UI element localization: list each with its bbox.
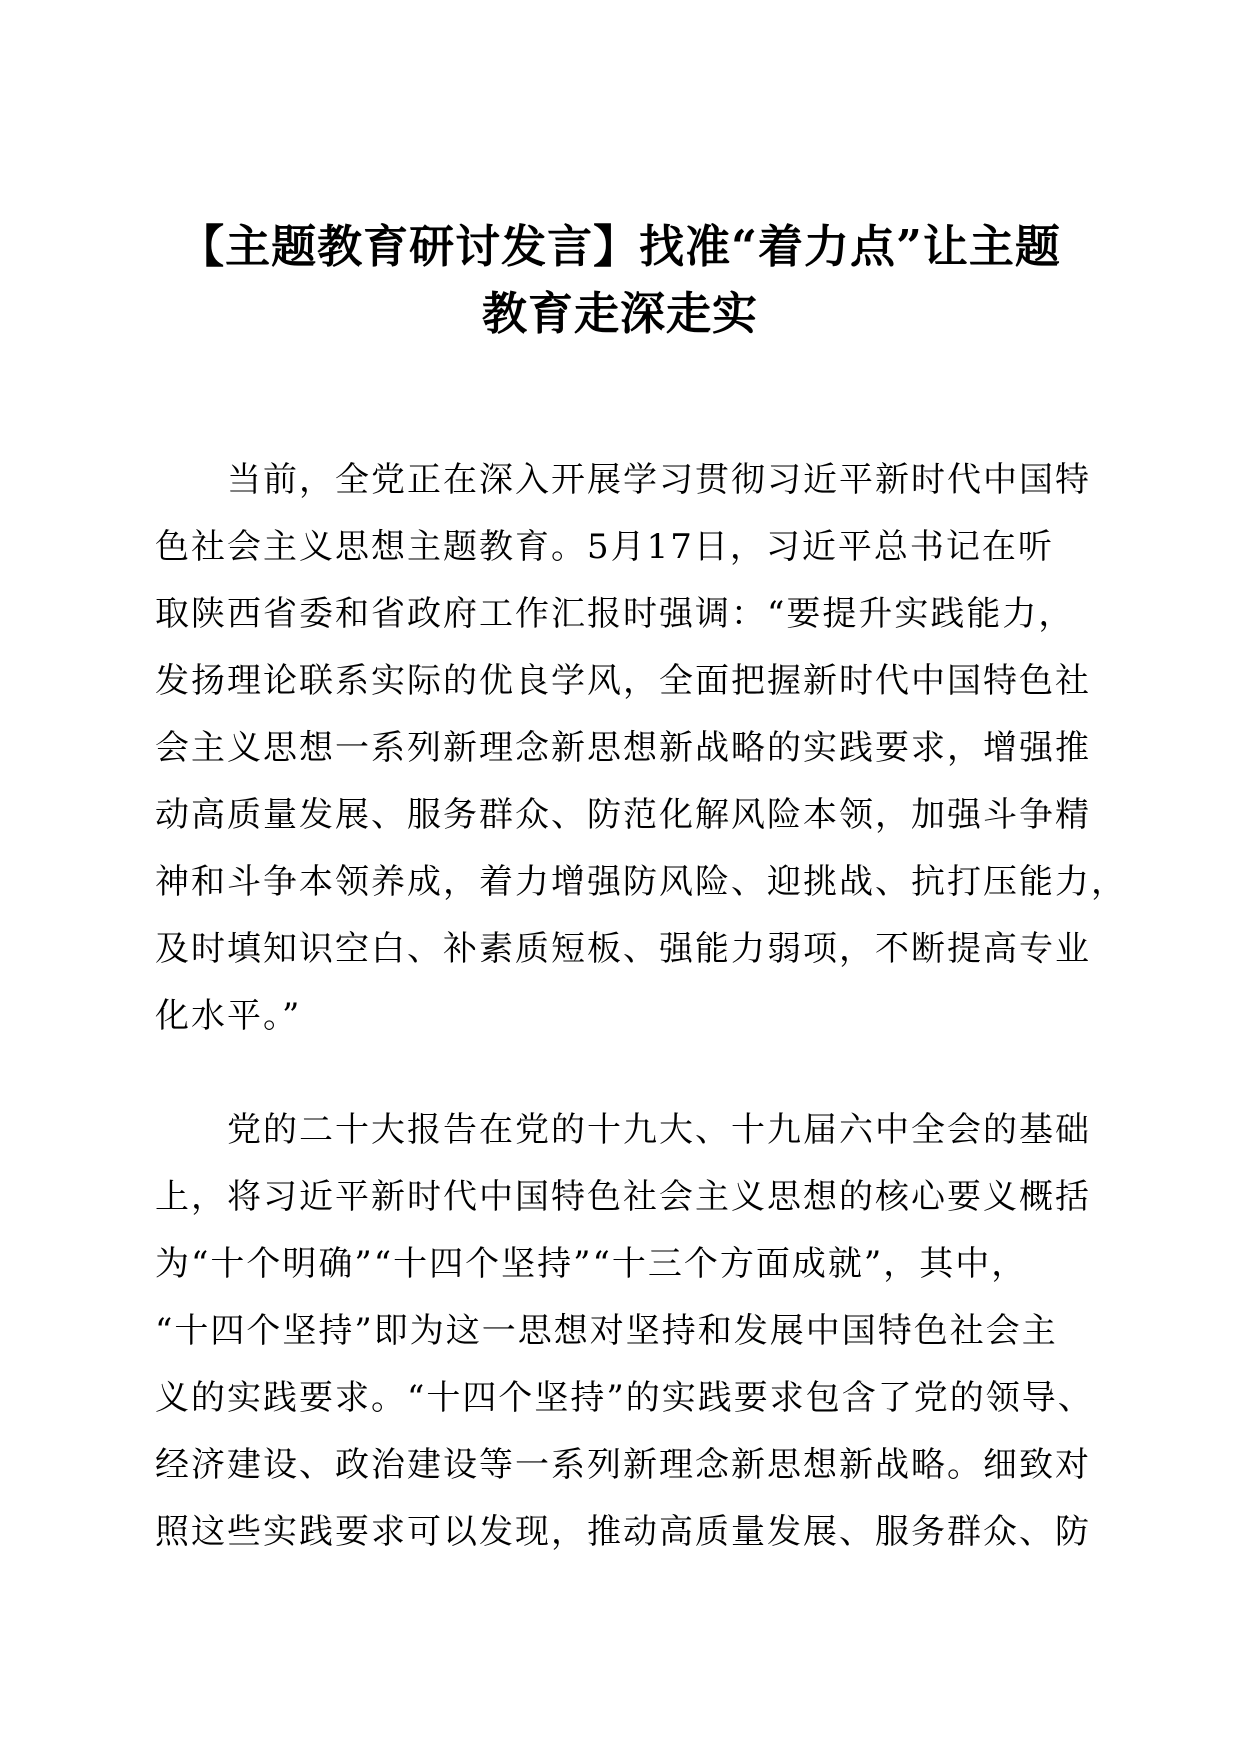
title-line: 【主题教育研讨发言】找准“着力点”让主题: [179, 220, 1061, 273]
paragraph-line: 为“十个明确”“十四个坚持”“十三个方面成就”，其中，: [155, 1244, 1028, 1284]
paragraph-line: 取陕西省委和省政府工作汇报时强调：“要提升实践能力，: [155, 594, 1075, 634]
paragraph-line: 义的实践要求。“十四个坚持”的实践要求包含了党的领导、: [155, 1378, 1094, 1418]
paragraph-line: 化水平。”: [155, 996, 302, 1036]
paragraph-line: 照这些实践要求可以发现，推动高质量发展、服务群众、防: [155, 1512, 1091, 1552]
body-paragraph: [155, 1097, 1094, 1566]
paragraph-line: 会主义思想一系列新理念新思想新战略的实践要求，增强推: [155, 728, 1091, 768]
document-title: [150, 213, 1090, 347]
paragraph-line: 发扬理论联系实际的优良学风，全面把握新时代中国特色社: [155, 661, 1091, 701]
paragraph-line: 当前，全党正在深入开展学习贯彻习近平新时代中国特: [227, 460, 1091, 500]
paragraph-line: 动高质量发展、服务群众、防范化解风险本领，加强斗争精: [155, 795, 1091, 835]
paragraph-line: 神和斗争本领养成，着力增强防风险、迎挑战、抗打压能力，: [155, 862, 1127, 902]
paragraph-line: 党的二十大报告在党的十九大、十九届六中全会的基础: [227, 1110, 1091, 1150]
paragraph-line: 上，将习近平新时代中国特色社会主义思想的核心要义概括: [155, 1177, 1091, 1217]
body-paragraph: [155, 447, 1127, 1050]
title-line: 教育走深走实: [481, 287, 758, 340]
paragraph-line: 色社会主义思想主题教育。5月17日，习近平总书记在听: [155, 527, 1054, 567]
paragraph-line: 及时填知识空白、补素质短板、强能力弱项，不断提高专业: [155, 929, 1091, 969]
paragraph-line: 经济建设、政治建设等一系列新理念新思想新战略。细致对: [155, 1445, 1091, 1485]
paragraph-line: “十四个坚持”即为这一思想对坚持和发展中国特色社会主: [155, 1311, 1058, 1351]
